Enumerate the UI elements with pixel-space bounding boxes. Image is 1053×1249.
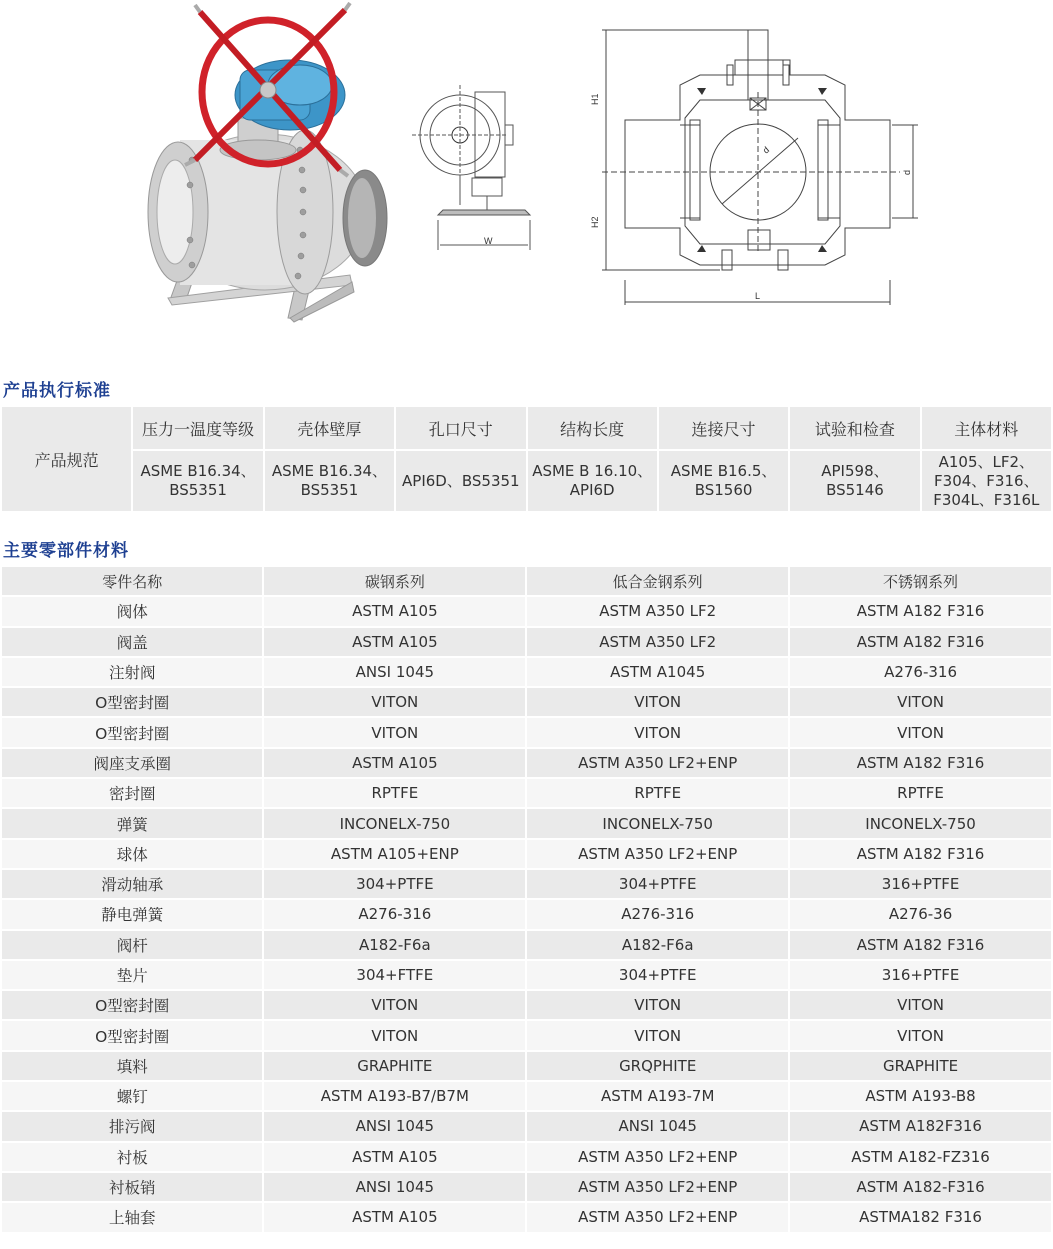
table-row (2, 1052, 1051, 1080)
part-name-cell: 弹簧 (2, 809, 262, 837)
material-cell: 316+PTFE (790, 870, 1051, 898)
material-cell: VITON (264, 688, 525, 716)
materials-table (0, 565, 1053, 1234)
table-row (2, 628, 1051, 656)
material-cell: VITON (790, 718, 1051, 746)
material-cell: VITON (790, 1021, 1051, 1049)
material-cell: ASTM A105 (264, 597, 525, 625)
section-drawing (602, 30, 918, 305)
part-name-cell: O型密封圈 (2, 991, 262, 1019)
material-cell: GRAPHITE (264, 1052, 525, 1080)
part-name-cell: 阀盖 (2, 628, 262, 656)
section-drawing-fills (697, 88, 827, 252)
table-row (2, 1021, 1051, 1049)
standards-value-line: BS5146 (826, 481, 884, 499)
material-cell: ASTM A193-7M (527, 1082, 788, 1110)
material-cell: VITON (527, 718, 788, 746)
standards-value-cell (790, 451, 919, 511)
table-row (2, 718, 1051, 746)
standards-value-line: F304L、F316L (933, 490, 1040, 509)
material-cell: ASTM A350 LF2+ENP (527, 1173, 788, 1201)
material-cell: GRQPHITE (527, 1052, 788, 1080)
standards-value-line: ASME B 16.10、 (532, 462, 653, 480)
material-cell: ASTMA182 F316 (790, 1203, 1051, 1231)
part-name-cell: 阀杆 (2, 931, 262, 959)
table-row (2, 961, 1051, 989)
material-cell: GRAPHITE (790, 1052, 1051, 1080)
part-name-cell: 螺钉 (2, 1082, 262, 1110)
materials-header-cell: 碳钢系列 (264, 567, 525, 595)
dim-label-d: d (902, 169, 912, 175)
material-cell: A276-316 (264, 900, 525, 928)
material-cell: VITON (527, 991, 788, 1019)
materials-header-cell: 不锈钢系列 (790, 567, 1051, 595)
table-row (2, 1082, 1051, 1110)
standards-value-cell (659, 451, 788, 511)
table-row (2, 658, 1051, 686)
part-name-cell: 衬板销 (2, 1173, 262, 1201)
standards-header-cell: 结构长度 (528, 407, 657, 449)
part-name-cell: 球体 (2, 840, 262, 868)
standards-header-row (2, 407, 1051, 449)
standards-value-line: ASME B16.34、 (140, 462, 256, 480)
material-cell: VITON (790, 991, 1051, 1019)
table-row (2, 870, 1051, 898)
material-cell: ASTM A350 LF2 (527, 628, 788, 656)
material-cell: RPTFE (264, 779, 525, 807)
standards-value-cell (133, 451, 262, 511)
material-cell: VITON (264, 991, 525, 1019)
standards-value-line: BS1560 (694, 481, 753, 499)
standards-value-line: BS5351 (300, 481, 359, 499)
part-name-cell: 阀座支承圈 (2, 749, 262, 777)
standards-value-line: A105、LF2、 (938, 452, 1035, 471)
material-cell: ASTM A182-FZ316 (790, 1143, 1051, 1171)
materials-header-cell: 零件名称 (2, 567, 262, 595)
table-row (2, 900, 1051, 928)
material-cell: ASTM A350 LF2+ENP (527, 749, 788, 777)
material-cell: ASTM A105+ENP (264, 840, 525, 868)
part-name-cell: 阀体 (2, 597, 262, 625)
standards-value-line: BS5351 (169, 481, 227, 499)
part-name-cell: O型密封圈 (2, 1021, 262, 1049)
material-cell: 304+PTFE (527, 870, 788, 898)
standards-row-label: 产品规范 (2, 407, 131, 511)
material-cell: 304+PTFE (527, 961, 788, 989)
material-cell: ASTM A182-F316 (790, 1173, 1051, 1201)
material-cell: ASTM A105 (264, 1203, 525, 1231)
part-name-cell: 填料 (2, 1052, 262, 1080)
materials-header-row (2, 567, 1051, 595)
dim-label-h1: H1 (590, 93, 600, 105)
standards-value-cell (265, 451, 394, 511)
material-cell: RPTFE (527, 779, 788, 807)
table-row (2, 1173, 1051, 1201)
table-row (2, 991, 1051, 1019)
material-cell: VITON (264, 718, 525, 746)
material-cell: ASTM A350 LF2+ENP (527, 1143, 788, 1171)
standards-value-line: API6D (569, 481, 615, 499)
material-cell: RPTFE (790, 779, 1051, 807)
dim-label-l: L (755, 291, 761, 301)
material-cell: ANSI 1045 (264, 1173, 525, 1201)
side-view-drawing (412, 85, 530, 250)
part-name-cell: 垫片 (2, 961, 262, 989)
material-cell: A276-316 (527, 900, 788, 928)
standards-value-cell (922, 451, 1051, 511)
valve-photo (148, 3, 387, 322)
table-row (2, 749, 1051, 777)
material-cell: ASTM A350 LF2 (527, 597, 788, 625)
part-name-cell: 滑动轴承 (2, 870, 262, 898)
material-cell: VITON (790, 688, 1051, 716)
part-name-cell: 密封圈 (2, 779, 262, 807)
material-cell: 304+PTFE (264, 870, 525, 898)
material-cell: ANSI 1045 (527, 1112, 788, 1140)
material-cell: ASTM A350 LF2+ENP (527, 840, 788, 868)
table-row (2, 931, 1051, 959)
material-cell: ASTM A182 F316 (790, 931, 1051, 959)
part-name-cell: 上轴套 (2, 1203, 262, 1231)
material-cell: ASTM A193-B7/B7M (264, 1082, 525, 1110)
material-cell: ASTM A105 (264, 628, 525, 656)
material-cell: ASTM A182 F316 (790, 840, 1051, 868)
part-name-cell: 衬板 (2, 1143, 262, 1171)
materials-title: 主要零部件材料 (3, 541, 129, 561)
standards-value-line: F304、F316、 (934, 471, 1039, 490)
material-cell: ASTM A350 LF2+ENP (527, 1203, 788, 1231)
material-cell: A276-316 (790, 658, 1051, 686)
material-cell: ASTM A182F316 (790, 1112, 1051, 1140)
standards-value-line: ASME B16.34、 (271, 462, 388, 480)
materials-header-cell: 低合金钢系列 (527, 567, 788, 595)
standards-title: 产品执行标准 (3, 381, 111, 401)
standards-value-cell (528, 451, 657, 511)
table-row (2, 1112, 1051, 1140)
material-cell: ANSI 1045 (264, 1112, 525, 1140)
standards-value-cell (396, 451, 525, 511)
part-name-cell: O型密封圈 (2, 718, 262, 746)
standards-header-cell: 试验和检查 (790, 407, 919, 449)
material-cell: VITON (527, 688, 788, 716)
material-cell: ASTM A182 F316 (790, 597, 1051, 625)
table-row (2, 1203, 1051, 1231)
material-cell: 316+PTFE (790, 961, 1051, 989)
material-cell: ASTM A182 F316 (790, 628, 1051, 656)
standards-header-cell: 连接尺寸 (659, 407, 788, 449)
standards-header-cell: 压力一温度等级 (133, 407, 262, 449)
material-cell: A182-F6a (264, 931, 525, 959)
material-cell: A182-F6a (527, 931, 788, 959)
dim-label-h2: H2 (590, 216, 600, 228)
table-row (2, 779, 1051, 807)
material-cell: VITON (264, 1021, 525, 1049)
figure-svg (0, 0, 1053, 350)
standards-table (0, 405, 1053, 513)
part-name-cell: 排污阀 (2, 1112, 262, 1140)
table-row (2, 597, 1051, 625)
part-name-cell: O型密封圈 (2, 688, 262, 716)
standards-value-row (2, 451, 1051, 511)
material-cell: INCONELX-750 (527, 809, 788, 837)
material-cell: ASTM A105 (264, 1143, 525, 1171)
standards-value-line: ASME B16.5、 (670, 462, 777, 480)
standards-header-cell: 壳体壁厚 (265, 407, 394, 449)
material-cell: A276-36 (790, 900, 1051, 928)
material-cell: ASTM A105 (264, 749, 525, 777)
table-row (2, 809, 1051, 837)
material-cell: ASTM A182 F316 (790, 749, 1051, 777)
material-cell: INCONELX-750 (790, 809, 1051, 837)
dim-label-d-inner: d (760, 144, 772, 156)
standards-value-line: API598、 (821, 462, 889, 480)
product-figure-area (0, 0, 1053, 350)
part-name-cell: 静电弹簧 (2, 900, 262, 928)
material-cell: VITON (527, 1021, 788, 1049)
table-row (2, 840, 1051, 868)
standards-header-cell: 孔口尺寸 (396, 407, 525, 449)
material-cell: 304+FTFE (264, 961, 525, 989)
part-name-cell: 注射阀 (2, 658, 262, 686)
table-row (2, 688, 1051, 716)
dim-label-w: W (484, 236, 493, 246)
standards-header-cell: 主体材料 (922, 407, 1051, 449)
material-cell: ASTM A193-B8 (790, 1082, 1051, 1110)
material-cell: INCONELX-750 (264, 809, 525, 837)
table-row (2, 1143, 1051, 1171)
material-cell: ASTM A1045 (527, 658, 788, 686)
standards-value-line: API6D、BS5351 (402, 471, 520, 490)
material-cell: ANSI 1045 (264, 658, 525, 686)
